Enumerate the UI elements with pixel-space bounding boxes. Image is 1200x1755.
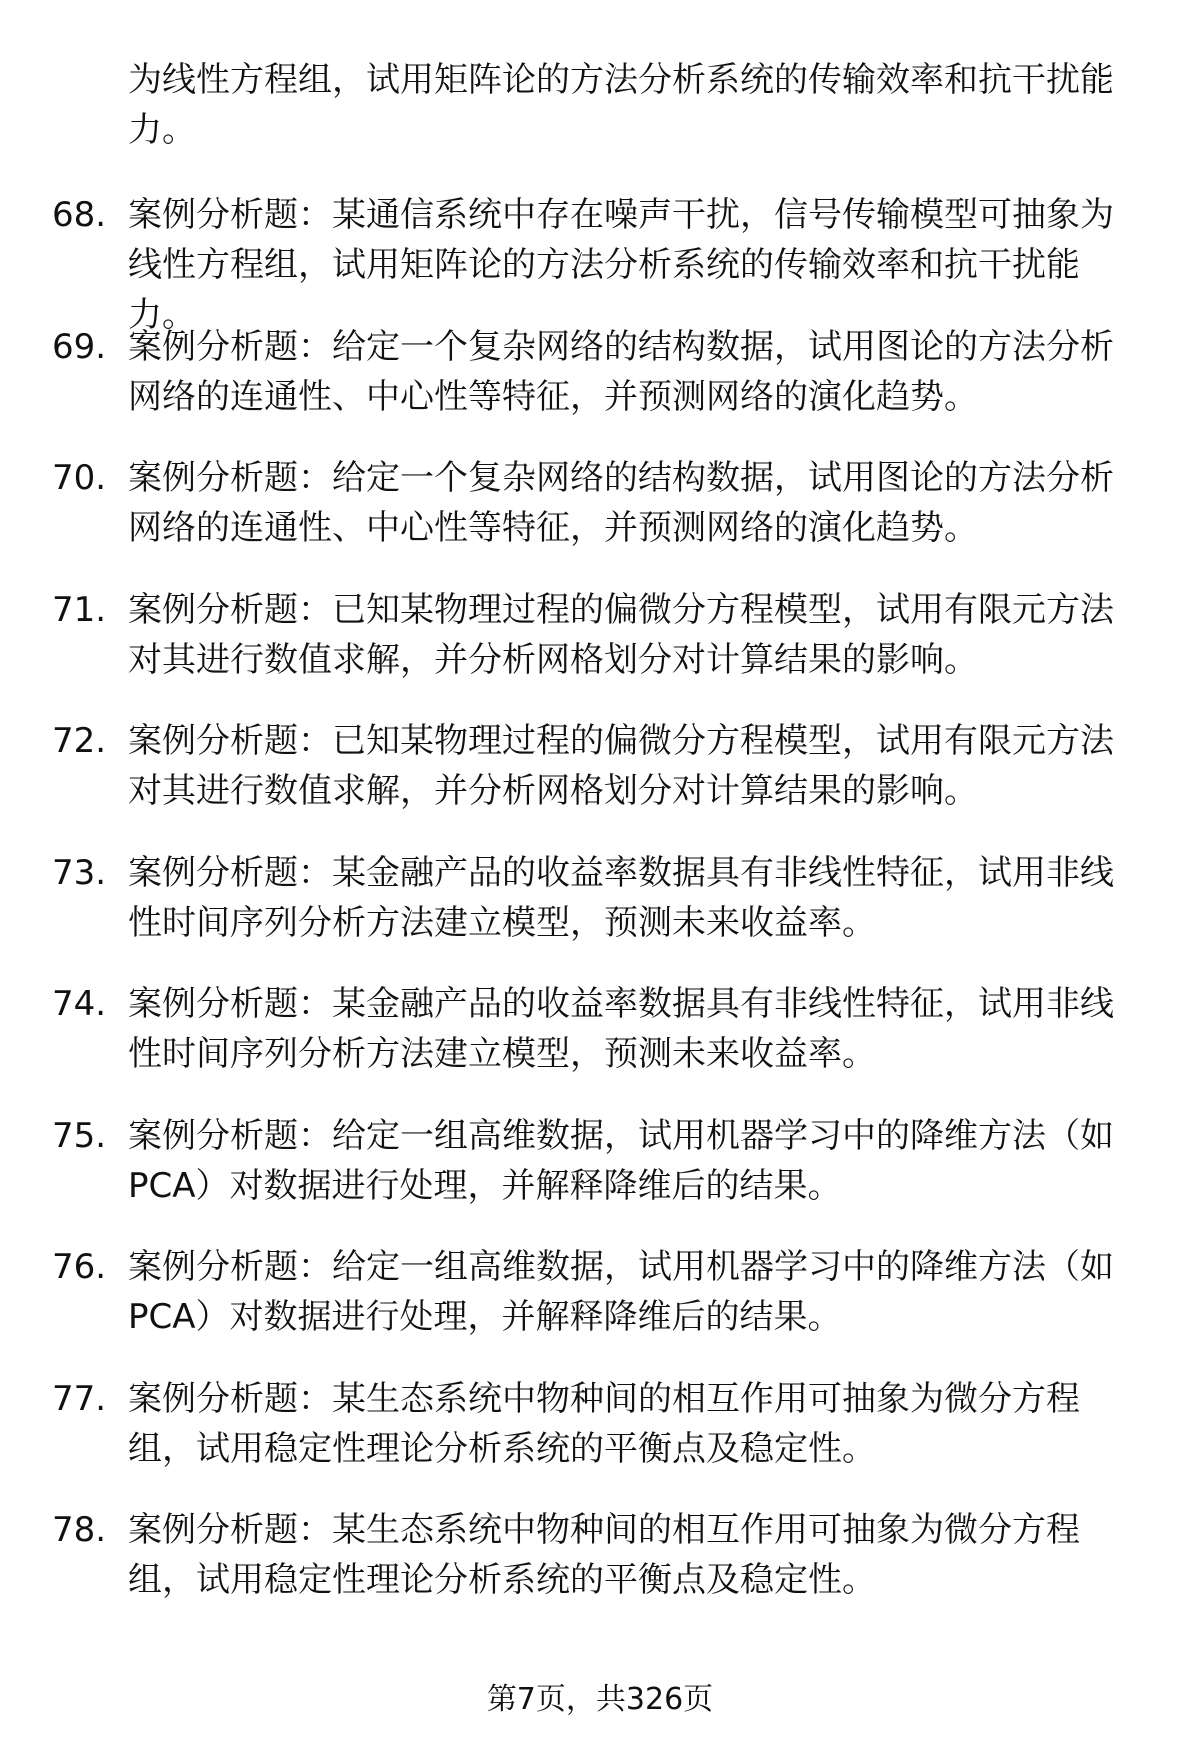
question-number: 73. [52,852,107,893]
question-73 [0,848,1200,980]
question-74 [0,979,1200,1111]
question-text: 案例分析题：给定一组高维数据，试用机器学习中的降维方法（如PCA）对数据进行处理，并解释降维后的结果。 [128,1247,1114,1337]
question-76 [0,1242,1200,1374]
question-text: 案例分析题：某通信系统中存在噪声干扰，信号传输模型可抽象为线性方程组，试用矩阵论的方法分析系统的传输效率和抗干扰能力。 [128,195,1114,335]
question-text: 案例分析题：已知某物理过程的偏微分方程模型，试用有限元方法对其进行数值求解，并分析网格划分对计算结果的影响。 [128,589,1114,680]
question-67-continuation: 为线性方程组，试用矩阵论的方法分析系统的传输效率和抗干扰能力。 [128,60,1114,150]
question-77 [0,1374,1200,1506]
question-72 [0,716,1200,848]
question-number: 74. [52,984,107,1024]
question-text: 案例分析题：已知某物理过程的偏微分方程模型，试用有限元方法对其进行数值求解，并分析网格划分对计算结果的影响。 [128,721,1114,811]
question-number: 75. [52,1115,107,1156]
question-text: 案例分析题：给定一个复杂网络的结构数据，试用图论的方法分析网络的连通性、中心性等特征，并预测网络的演化趋势。 [128,458,1114,548]
question-number: 76. [52,1247,107,1287]
question-69 [0,322,1200,454]
question-text: 案例分析题：给定一组高维数据，试用机器学习中的降维方法（如PCA）对数据进行处理，并解释降维后的结果。 [128,1115,1114,1206]
question-78 [0,1505,1200,1637]
question-text: 案例分析题：某生态系统中物种间的相互作用可抽象为微分方程组，试用稳定性理论分析系统的平衡点及稳定性。 [128,1378,1080,1469]
question-number: 78. [52,1510,107,1550]
question-71 [0,585,1200,717]
question-text: 案例分析题：某金融产品的收益率数据具有非线性特征，试用非线性时间序列分析方法建立模型，预测未来收益率。 [128,852,1114,943]
question-number: 72. [52,721,107,761]
question-number: 77. [52,1378,107,1419]
question-75 [0,1111,1200,1243]
question-68 [0,190,1200,335]
question-70 [0,453,1200,585]
question-number: 70. [52,458,107,498]
question-number: 69. [52,326,107,367]
question-text: 案例分析题：某金融产品的收益率数据具有非线性特征，试用非线性时间序列分析方法建立模型，预测未来收益率。 [128,984,1114,1074]
question-text: 案例分析题：给定一个复杂网络的结构数据，试用图论的方法分析网络的连通性、中心性等特征，并预测网络的演化趋势。 [128,326,1114,417]
question-list [0,190,1200,1637]
question-number: 68. [52,195,107,235]
page-number-footer: 第7页，共326页 [486,1682,714,1717]
question-number: 71. [52,589,107,630]
question-text: 案例分析题：某生态系统中物种间的相互作用可抽象为微分方程组，试用稳定性理论分析系统的平衡点及稳定性。 [128,1510,1080,1600]
